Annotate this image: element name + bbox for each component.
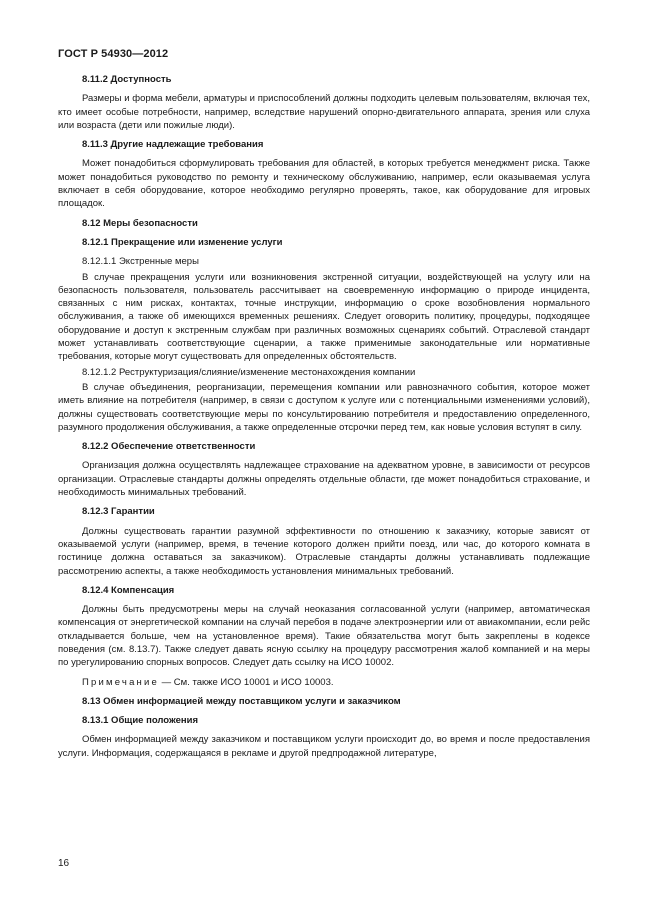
note-label: Примечание	[82, 676, 159, 688]
heading-8-12: 8.12 Меры безопасности	[82, 217, 198, 229]
paragraph-8-12-1-1: В случае прекращения услуги или возникновения экстренной ситуации, воздействующей на услугу или на безопасность пользователя, пользователь рассчитывает на своевременную информацию о природе инцидента, связанных с ним рисках, контактах, точные инструкции, информацию о сроке возобновления нормального обслуживания, а также об имеющихся временных решениях. Следует оговорить политику, процедуры, подходящее оборудование и доступ к экстренным службам при различных возможных сценариях событий. Отраслевой стандарт может устанавливать соответствующие сценарии, а также применимые законодательные или нормативные требования, которые могут существовать для определенных обстоятельств.	[58, 271, 590, 363]
heading-8-13-1: 8.13.1 Общие положения	[82, 715, 198, 727]
heading-8-11-3: 8.11.3 Другие надлежащие требования	[82, 139, 264, 151]
heading-8-13: 8.13 Обмен информацией между поставщиком услуги и заказчиком	[82, 695, 401, 707]
paragraph-8-12-2: Организация должна осуществлять надлежащее страхование на адекватном уровне, в зависимости от ресурсов организации. Отраслевые стандарты должны определять отдельные области, где может понадобиться страхование, и необходимость минимальных требований.	[58, 460, 590, 499]
note	[58, 676, 590, 689]
subheading-8-12-1-1: 8.12.1.1 Экстренные меры	[82, 256, 199, 268]
paragraph-8-11-3: Может понадобиться сформулировать требования для областей, в которых требуется менеджмент риска. Также может понадобиться руководство по ремонту и техническому обслуживанию, например, если оказываемая услуга включает в себя оборудование, которое необходимо регулярно проверять, такое, как оборудование для игровых площадок.	[58, 158, 590, 210]
paragraph-8-12-3: Должны существовать гарантии разумной эффективности по отношению к заказчику, которые зависят от оказываемой услуги (например, время, в течение которого должен прийти поезд, или час, до которого комната в гостинице должна оставаться за заказчиком). Отраслевые стандарты должны устанавливать подлежащие рассмотрению аспекты, а также необходимость установления минимальных требований.	[58, 525, 590, 577]
paragraph-8-12-1-2: В случае объединения, реорганизации, перемещения компании или равнозначного события, которое может иметь влияние на потребителя (например, в связи с доступом к услуге или с потенциальными изменениями условий), должны существовать соответствующие меры по консультированию потребителя и предоставлению определенного, разумного продолжения обслуживания, а также определенные отсрочки перед тем, как новые условия вступят в силу.	[58, 381, 590, 433]
heading-8-12-4: 8.12.4 Компенсация	[82, 584, 175, 596]
heading-8-12-1: 8.12.1 Прекращение или изменение услуги	[82, 236, 283, 248]
heading-8-12-2: 8.12.2 Обеспечение ответственности	[82, 441, 256, 453]
paragraph-8-11-2: Размеры и форма мебели, арматуры и приспособлений должны подходить целевым пользователям, включая тех, кто имеет особые потребности, например, вследствие нарушений опорно-двигательного аппарата, зрения или слуха или возраста (дети или пожилые люди).	[58, 93, 590, 131]
document-body	[58, 73, 590, 766]
subheading-8-12-1-2: 8.12.1.2 Реструктуризация/слияние/изменение местонахождения компании	[82, 366, 416, 378]
heading-8-11-2: 8.11.2 Доступность	[82, 74, 172, 85]
heading-8-12-3: 8.12.3 Гарантии	[82, 506, 155, 518]
paragraph-8-13-1: Обмен информацией между заказчиком и поставщиком услуги происходит до, во время и после предоставления услуги. Информация, содержащаяся в рекламе и другой предпродажной литературе,	[58, 734, 590, 759]
standard-header: ГОСТ Р 54930—2012	[58, 48, 169, 60]
page-number: 16	[58, 858, 70, 869]
note-text: — См. также ИСО 10001 и ИСО 10003.	[159, 676, 334, 688]
paragraph-8-12-4: Должны быть предусмотрены меры на случай неоказания согласованной услуги (например, автоматическая компенсация от энергетической компании на случай перебоя в подаче электроэнергии или от авиакомпании, если рейс откладывается больше, чем на установленное время). Такие обязательства могут быть закреплены в кодексе поведения (см. 8.13.7). Также следует давать ясную ссылку на процедуру рассмотрения жалоб компанией и на меры по урегулированию спорных вопросов. Следует дать ссылку на ИСО 10002.	[58, 604, 590, 669]
